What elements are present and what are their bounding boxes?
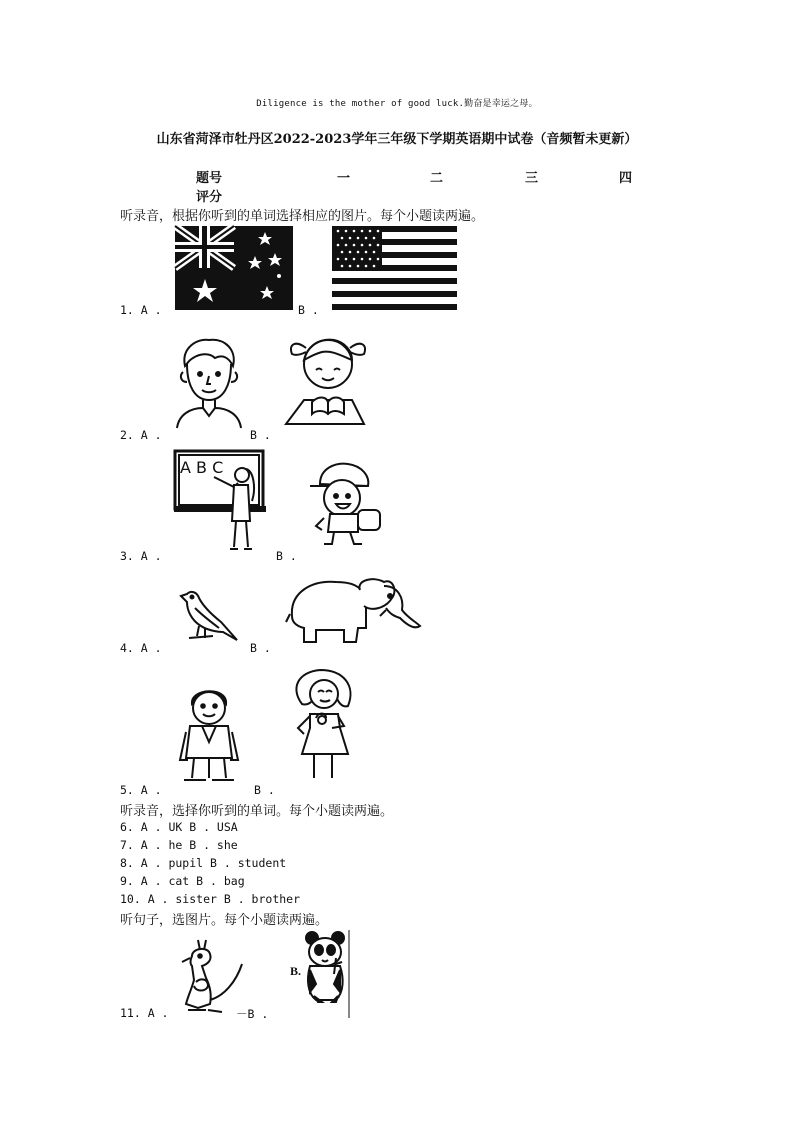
usa-flag-image[interactable] <box>332 226 457 312</box>
score-col-1: 一 <box>337 171 351 186</box>
question-1-option-b: B . <box>298 303 319 317</box>
section-3-instruction: 听句子，选图片。每个小题读两遍。 <box>120 913 329 928</box>
word-question-10[interactable]: 10. A . sister B . brother <box>120 892 301 906</box>
question-3-label: 3. A . <box>120 549 162 563</box>
question-11-option-b: －B . <box>236 1007 269 1021</box>
question-11-label: 11. A . <box>120 1006 169 1020</box>
student-with-cap-image[interactable] <box>306 460 386 546</box>
score-table-row-label: 题号 <box>196 171 223 186</box>
word-question-8[interactable]: 8. A . pupil B . student <box>120 856 287 870</box>
girl-reading-image[interactable] <box>282 330 374 430</box>
boy-face-image[interactable] <box>175 336 243 428</box>
section-2-instruction: 听录音，选择你听到的单词。每个小题读两遍。 <box>120 804 394 819</box>
man-in-suit-image[interactable] <box>176 682 244 786</box>
section-1-instruction: 听录音，根据你听到的单词选择相应的图片。每个小题读两遍。 <box>120 209 485 224</box>
australia-flag-image[interactable] <box>175 226 293 310</box>
score-col-2: 二 <box>430 171 444 186</box>
word-question-7[interactable]: 7. A . he B . she <box>120 838 238 852</box>
question-4-option-b: B . <box>250 641 271 655</box>
bird-image[interactable] <box>177 588 239 644</box>
question-1-label: 1. A . <box>120 303 162 317</box>
page-title: 山东省菏泽市牡丹区2022-2023学年三年级下学期英语期中试卷（音频暂未更新） <box>156 132 638 147</box>
woman-in-dress-image[interactable] <box>286 668 362 784</box>
teacher-at-board-image[interactable] <box>174 449 268 555</box>
question-5-label: 5. A . <box>120 783 162 797</box>
panda-image[interactable] <box>306 930 350 1004</box>
score-col-4: 四 <box>619 171 633 186</box>
board-letters: A B C <box>180 458 224 477</box>
word-question-9[interactable]: 9. A . cat B . bag <box>120 874 245 888</box>
kangaroo-image[interactable] <box>178 938 248 1014</box>
question-2-option-b: B . <box>250 428 271 442</box>
question-2-label: 2. A . <box>120 428 162 442</box>
elephant-image[interactable] <box>286 576 422 648</box>
question-3-option-b: B . <box>276 549 297 563</box>
question-4-label: 4. A . <box>120 641 162 655</box>
score-table-score-label: 评分 <box>196 190 223 205</box>
option-b-inline-label: B. <box>290 964 302 978</box>
word-question-6[interactable]: 6. A . UK B . USA <box>120 820 238 834</box>
motto: Diligence is the mother of good luck.勤奋是幸运之母。 <box>256 99 538 109</box>
question-5-option-b: B . <box>254 783 275 797</box>
score-col-3: 三 <box>525 171 539 186</box>
